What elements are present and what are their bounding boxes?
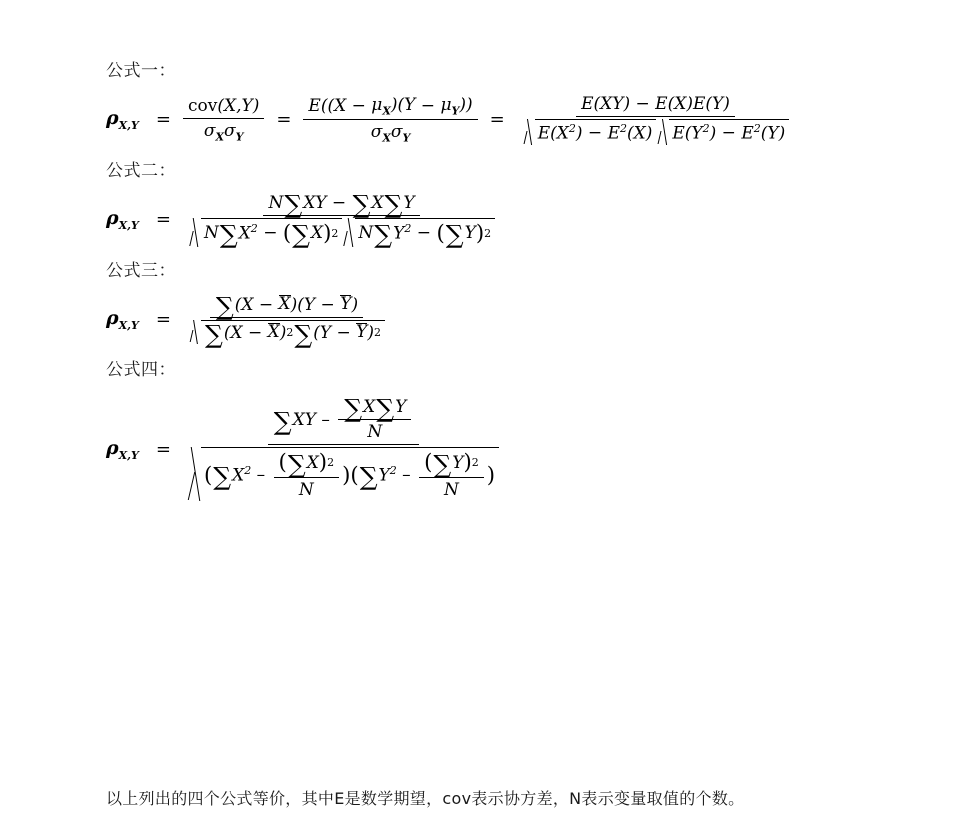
inner-fraction-y2-over-n bbox=[416, 450, 487, 500]
sqrt-y bbox=[342, 218, 495, 250]
fraction-cov bbox=[180, 96, 267, 143]
fraction-numerator: ( ∑ X ) 2 bbox=[274, 450, 340, 478]
sqrt-x bbox=[522, 119, 657, 145]
fraction-denominator: N bbox=[367, 422, 383, 443]
radicand: $E(X^2)$ − $E^2(X)$ bbox=[535, 119, 657, 145]
equals-sign: = bbox=[155, 209, 171, 231]
fraction-denominator: $\sigma_X\sigma_Y$ bbox=[203, 121, 244, 144]
rho-symbol: $\rho_{X,Y}$ bbox=[106, 436, 139, 462]
rho-symbol: $\rho_{X,Y}$ bbox=[106, 306, 139, 332]
sqrt-y bbox=[656, 119, 789, 145]
fraction-denominator bbox=[183, 318, 390, 349]
radicand: N ∑ $X^2$ − ( ∑ X ) 2 bbox=[201, 218, 342, 247]
equals-sign: = bbox=[155, 438, 171, 460]
equals-sign: = bbox=[155, 308, 171, 330]
formula-one-block bbox=[106, 90, 906, 150]
fraction-deviation-form bbox=[180, 291, 393, 349]
radical-icon bbox=[190, 218, 201, 247]
fraction-denominator: N bbox=[444, 480, 459, 501]
fraction-computational-form bbox=[180, 394, 507, 501]
equals-sign: = bbox=[155, 109, 171, 131]
radical-icon bbox=[344, 218, 355, 247]
sqrt-product bbox=[188, 319, 385, 349]
sqrt-product bbox=[188, 447, 499, 501]
radicand: $E(Y^2)$ − $E^2(Y)$ bbox=[669, 119, 789, 145]
radical-icon bbox=[658, 119, 669, 145]
radical-icon bbox=[524, 119, 535, 145]
fraction-denominator bbox=[183, 216, 500, 250]
rho-symbol: $\rho_{X,Y}$ bbox=[106, 207, 139, 232]
formula-three-math bbox=[106, 291, 393, 349]
radical-icon bbox=[190, 320, 201, 344]
rho-symbol: $\rho_{X,Y}$ bbox=[106, 107, 139, 133]
radicand: ( ∑ $X^2$ – ( ∑ X ) 2 N ) ( ∑ $Y^2$ – ( ∑ Y ) 2 N ) bbox=[201, 447, 499, 501]
fraction-sum-form bbox=[180, 189, 503, 250]
fraction-denominator: N bbox=[298, 480, 314, 501]
equals-sign-3: = bbox=[489, 109, 505, 131]
fraction-numerator: E((X − $\mu_X)(Y$ − $\mu_Y$)) bbox=[303, 95, 477, 120]
formula-one-math bbox=[106, 94, 797, 145]
fraction-numerator: ∑ XY – ∑ X ∑ Y N bbox=[268, 397, 420, 445]
fraction-denominator: $\sigma_X\sigma_Y$ bbox=[370, 122, 411, 145]
radicand: ∑ (X − X ) 2 ∑ (Y − Y ) 2 bbox=[201, 320, 385, 344]
fraction-denominator bbox=[183, 445, 504, 501]
formula-two-math bbox=[106, 189, 503, 250]
fraction-numerator: ∑ (X − X )(Y − Y ) bbox=[210, 295, 363, 318]
inner-fraction-x2-over-n bbox=[271, 450, 343, 500]
fraction-numerator: ( ∑ Y ) 2 bbox=[419, 450, 484, 478]
formula-list bbox=[106, 60, 906, 519]
formula-three-block bbox=[106, 289, 906, 349]
formula-three-label: 公式三： bbox=[106, 260, 176, 281]
equals-sign-2: = bbox=[276, 109, 292, 131]
formula-two-label: 公式二： bbox=[106, 160, 176, 181]
formula-four-math bbox=[106, 394, 507, 501]
fraction-numerator: ∑ X ∑ Y bbox=[338, 397, 411, 420]
fraction-denominator bbox=[517, 117, 795, 145]
footer-note: 以上列出的四个公式等价，其中E是数学期望，cov表示协方差，N表示变量取值的个数。 bbox=[106, 789, 745, 808]
formula-four-label: 公式四： bbox=[106, 360, 176, 381]
fraction-numerator: cov (X,Y) bbox=[183, 96, 264, 119]
formula-two-block bbox=[106, 190, 906, 250]
radical-icon bbox=[190, 447, 201, 501]
formula-one-label: 公式一： bbox=[106, 61, 176, 81]
fraction-numerator: N ∑ XY − ∑ X ∑ Y bbox=[263, 193, 419, 216]
sqrt-x bbox=[188, 218, 342, 250]
fraction-moment-form bbox=[514, 94, 798, 145]
radicand: N ∑ $Y^2$ − ( ∑ Y ) 2 bbox=[355, 218, 495, 247]
formula-four-block bbox=[106, 389, 906, 509]
fraction-numerator: E(XY) − E(X)E(Y) bbox=[576, 94, 735, 117]
fraction-expectation bbox=[300, 95, 480, 145]
